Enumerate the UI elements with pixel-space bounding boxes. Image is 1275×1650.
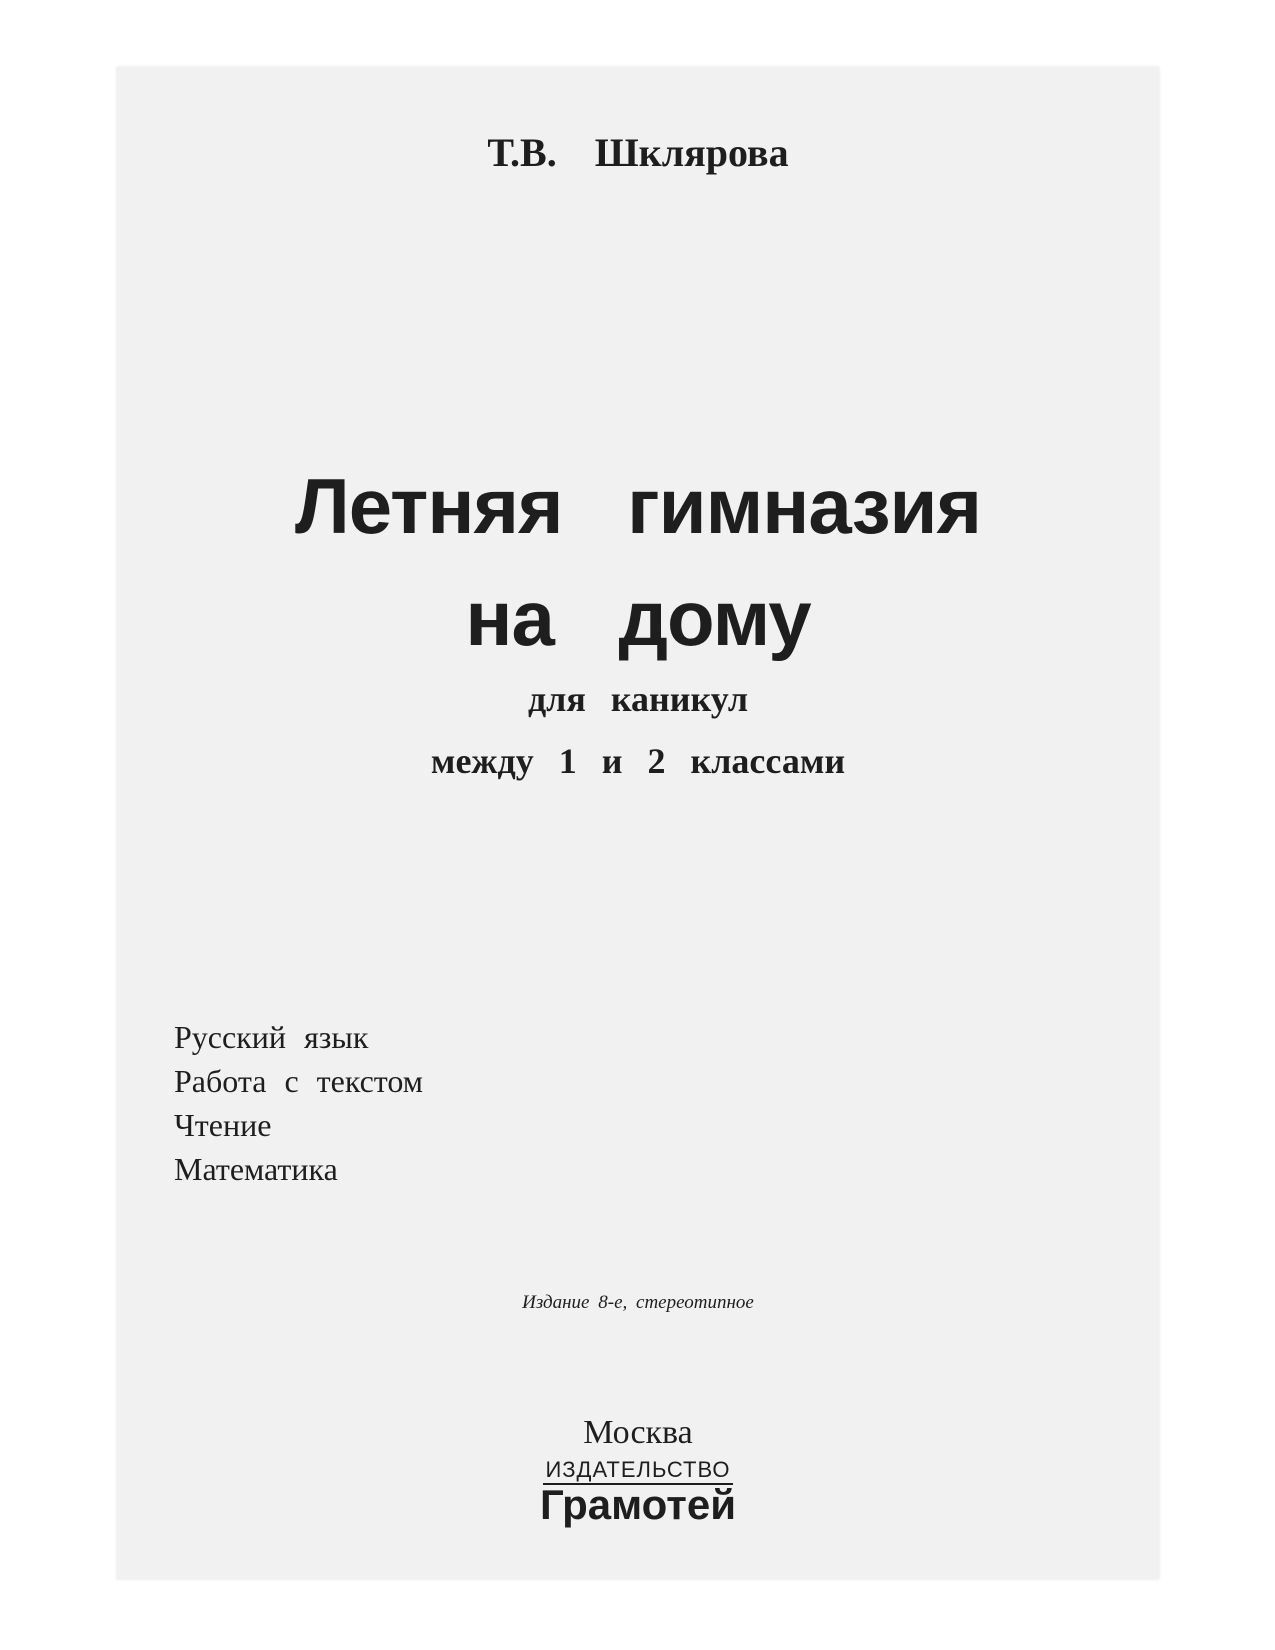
book-title-line-2: на дому <box>465 574 811 662</box>
subjects-list <box>174 1015 423 1191</box>
author-name: Т.В. Шклярова <box>487 130 789 175</box>
title-page <box>117 67 1159 1579</box>
subject-item: Русский язык <box>174 1019 369 1055</box>
subtitle-line-1: для каникул <box>527 679 749 719</box>
publisher-name: Грамотей <box>539 1481 737 1528</box>
publisher-label: ИЗДАТЕЛЬСТВО <box>543 1459 732 1485</box>
subject-item: Работа с текстом <box>174 1063 423 1099</box>
edition-note: Издание 8-е, стереотипное <box>522 1292 754 1313</box>
subtitle-line-2: между 1 и 2 классами <box>430 741 846 781</box>
subject-item: Математика <box>174 1151 338 1187</box>
publisher-logo <box>117 1459 1159 1527</box>
subject-item: Чтение <box>174 1107 272 1143</box>
publication-city: Москва <box>583 1414 693 1451</box>
book-title-line-1: Летняя гимназия <box>295 462 981 550</box>
